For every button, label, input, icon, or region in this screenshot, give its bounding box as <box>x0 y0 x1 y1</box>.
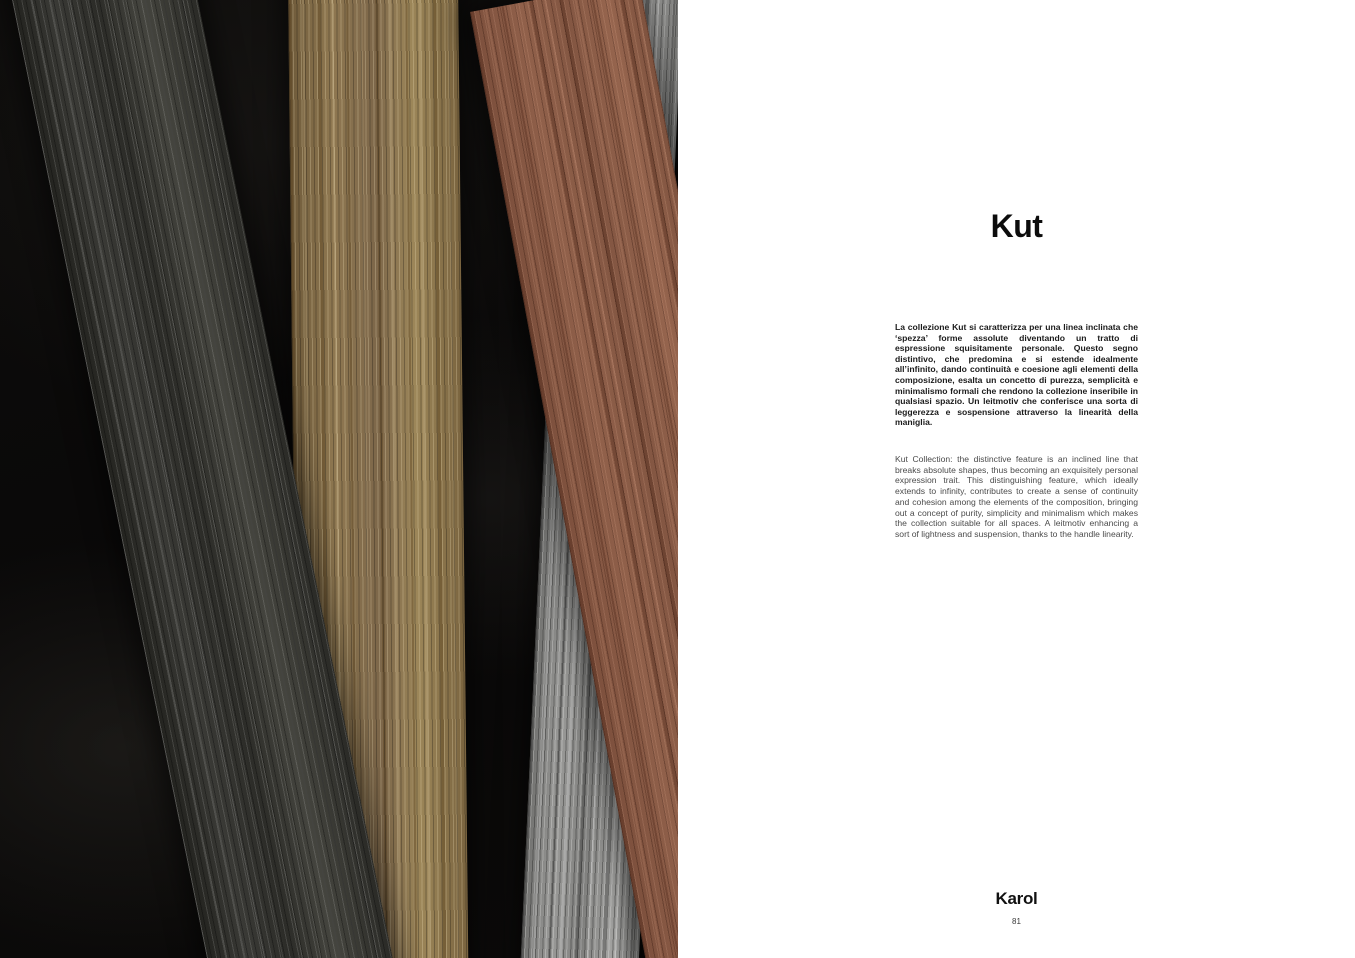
text-page <box>678 0 1355 958</box>
page-number: 81 <box>1012 917 1021 926</box>
description-italian: La collezione Kut si caratterizza per una linea inclinata che ‘spezza’ forme assolute diventando un tratto di espressione squisitamente personale. Questo segno distintivo, che predomina e si estende idealmente all’infinito, dando continuità e coesione agli elementi della composizione, esalta un concetto di purezza, semplicità e minimalismo formali che rendono la collezione inseribile in qualsiasi spazio. Un leitmotiv che conferisce una sorta di leggerezza e sospensione attraverso la linearità della maniglia. <box>895 322 1138 428</box>
brand-name: Karol <box>995 889 1038 908</box>
description-english: Kut Collection: the distinctive feature is an inclined line that breaks absolute shapes, thus becoming an exquisitely personal expression trait. This distinguishing feature, which ideally extends to infinity, contributes to create a sense of continuity and cohesion among the elements of the composition, bringing out a concept of purity, simplicity and minimalism which makes the collection suitable for all spaces. A leitmotiv enhancing a sort of lightness and suspension, thanks to the handle linearity. <box>895 454 1138 539</box>
page-title: Kut <box>990 208 1043 244</box>
